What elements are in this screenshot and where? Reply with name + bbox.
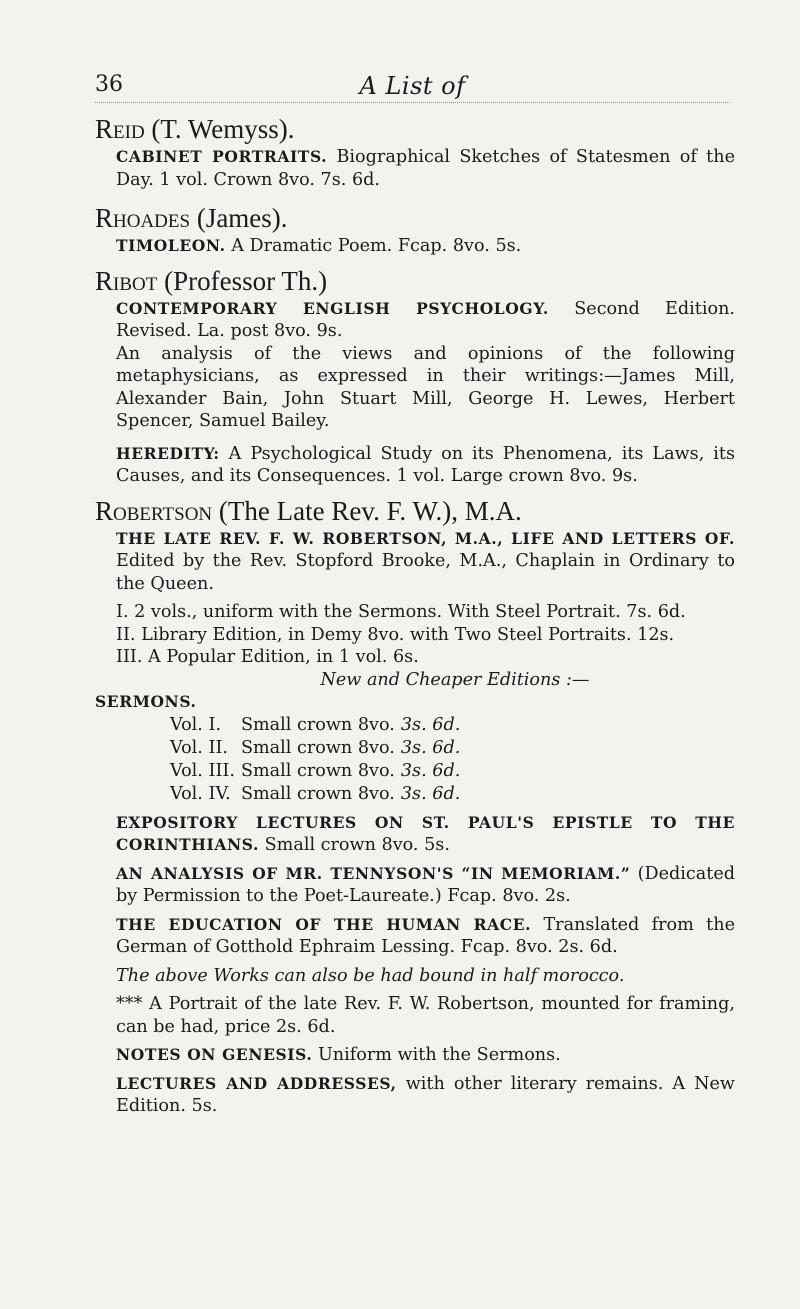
bound-note: The above Works can also be had bound in half morocco. [116,965,625,986]
catalogue-content [95,112,735,1118]
entry-cabinet-portraits [116,146,735,191]
author-heading-ribot [95,264,735,298]
entry-text: Translated from the German of Gotthold Ephraim Lessing. Fcap. 8vo. 2s. 6d. [116,914,735,957]
header-rule [95,102,730,103]
vol-description: Small crown 8vo. [240,783,395,804]
vol-number: Vol. II. [170,737,228,758]
entry-title: LECTURES AND ADDRESSES, [116,1073,397,1093]
table-row [170,760,466,783]
author-name: Robertson [95,495,213,526]
entry-lectures-addresses [116,1073,735,1118]
author-detail: (T. Wemyss). [144,114,295,144]
entry-note: An analysis of the views and opinions of the following metaphysicians, as expressed in their writings:—James Mill, Alexander Bain, John Stuart Mill, George H. Lewes, Herbert Spencer, Samuel Bailey. [116,343,735,431]
running-title: A List of [359,72,466,100]
entry-text: Small crown 8vo. 5s. [259,835,450,855]
author-detail: (Professor Th.) [157,265,328,296]
edition-3: III. A Popular Edition, in 1 vol. 6s. [116,647,419,667]
author-name: Rhoades [95,203,191,233]
vol-description: Small crown 8vo. [240,737,395,758]
portrait-note: *** A Portrait of the late Rev. F. W. Robertson, mounted for framing, can be had, price 2s. 6d. [116,994,735,1037]
entry-text: (Dedicated by Permission to the Poet-Laureate.) Fcap. 8vo. 2s. [116,863,735,906]
table-row [170,737,466,760]
author-detail: (The Late Rev. F. W.), M.A. [212,495,522,526]
author-heading-robertson [95,494,735,528]
vol-number: Vol. IV. [170,783,231,804]
vol-description: Small crown 8vo. [240,760,395,781]
entry-title: SERMONS. [95,692,197,711]
entry-title: CABINET PORTRAITS. [116,147,328,166]
entry-title: THE EDUCATION OF THE HUMAN RACE. [116,914,532,934]
new-editions-heading: New and Cheaper Editions :— [320,669,590,690]
entry-title: TIMOLEON. [116,236,226,255]
entry-timoleon [116,235,735,258]
edition-2: II. Library Edition, in Demy 8vo. with Two Steel Portraits. 12s. [116,624,675,645]
page-number: 36 [95,72,123,97]
author-name: Ribot [95,265,158,296]
entry-text: Biographical Sketches of Statesmen of the Day. 1 vol. Crown 8vo. 7s. 6d. [116,147,735,190]
author-name: Reid [95,114,145,144]
entry-title: HEREDITY: [116,443,220,463]
entry-life-and-letters [116,528,735,596]
vol-price: 3s. 6d. [400,737,461,758]
entry-text: A Psychological Study on its Phenomena, its Laws, its Causes, and its Consequences. 1 vol. Large crown 8vo. 9s. [116,443,735,486]
entry-notes-on-genesis [116,1044,735,1067]
entry-title: EXPOSITORY LECTURES ON ST. PAUL'S EPISTLE TO THE CORINTHIANS. [116,812,735,854]
edition-1: I. 2 vols., uniform with the Sermons. With Steel Portrait. 7s. 6d. [116,602,686,622]
author-detail: (James). [190,203,288,233]
entry-text: A Dramatic Poem. Fcap. 8vo. 5s. [225,236,522,256]
author-heading-reid [95,112,735,146]
entry-expository-lectures [116,812,735,857]
entry-title: AN ANALYSIS OF MR. TENNYSON'S “IN MEMORIAM.” [116,863,631,883]
page-header [95,72,730,102]
vol-description: Small crown 8vo. [240,714,395,735]
vol-price: 3s. 6d. [400,783,461,804]
sermons-title [95,691,735,714]
sermon-volumes-table [170,714,466,806]
entry-text: Uniform with the Sermons. [312,1045,561,1065]
entry-title: NOTES ON GENESIS. [116,1045,313,1064]
entry-education-human-race [116,914,735,959]
entry-contemporary-psychology [116,298,735,343]
entry-text: Edited by the Rev. Stopford Brooke, M.A., Chaplain in Ordinary to the Queen. [116,551,735,594]
author-heading-rhoades [95,201,735,235]
vol-price: 3s. 6d. [400,714,461,735]
table-row [170,783,466,806]
table-row [170,714,466,737]
vol-price: 3s. 6d. [400,760,461,781]
entry-heredity [116,443,735,488]
entry-in-memoriam-analysis [116,863,735,908]
entry-title: THE LATE REV. F. W. ROBERTSON, M.A., LIFE AND LETTERS OF. [116,528,735,548]
entry-text: with other literary remains. A New Edition. 5s. [116,1073,735,1116]
entry-text: Second Edition. Revised. La. post 8vo. 9s. [116,298,735,341]
entry-title: CONTEMPORARY ENGLISH PSYCHOLOGY. [116,298,549,318]
vol-number: Vol. I. [170,714,222,735]
vol-number: Vol. III. [170,760,235,781]
